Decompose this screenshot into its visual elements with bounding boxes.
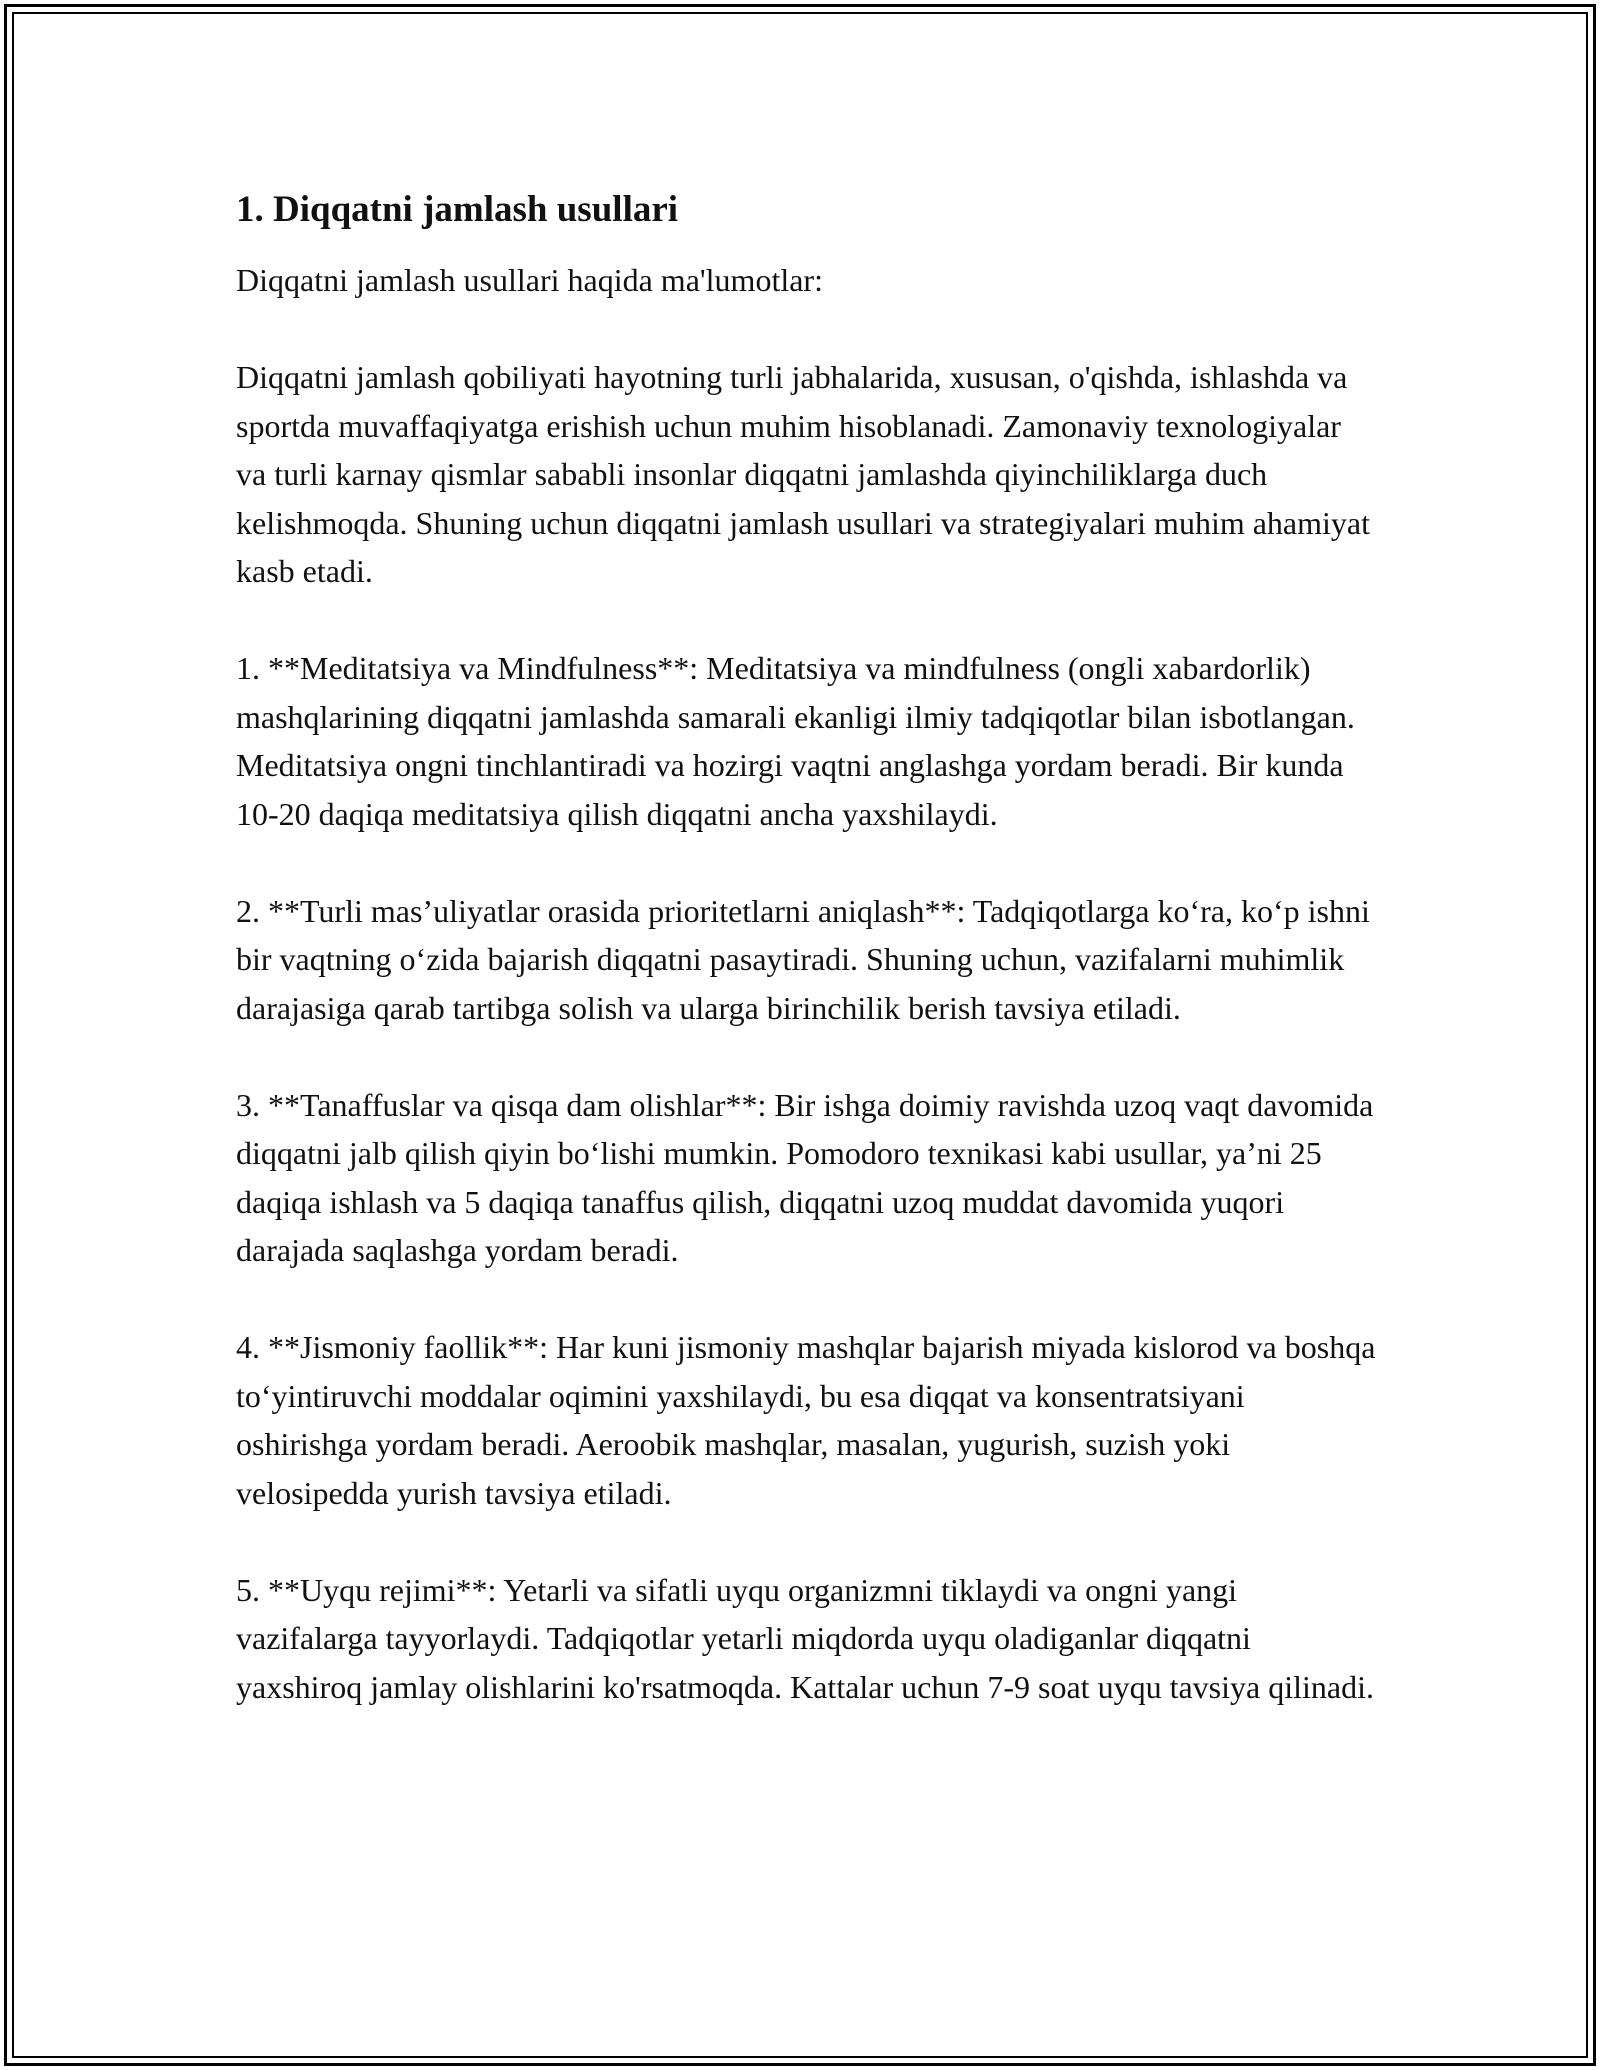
paragraph-overview: Diqqatni jamlash qobiliyati hayotning turli jabhalarida, xususan, o'qishda, ishlashda va sportda muvaffaqiyatga erishish uchun muhim hisoblanadi. Zamonaviy texnologiyalar va turli karnay qismlar sababli insonlar diqqatni jamlashda qiyinchiliklarga duch kelishmoqda. Shuning uchun diqqatni jamlash usullari va strategiyalari muhim ahamiyat kasb etadi. [236,359,1370,589]
document-body [236,186,1376,1711]
intro-line: Diqqatni jamlash usullari haqida ma'lumotlar: [236,262,823,298]
paragraph-priorities: 2. **Turli mas’uliyatlar orasida prioritetlarni aniqlash**: Tadqiqotlarga ko‘ra, ko‘p ishni bir vaqtning o‘zida bajarish diqqatni pasaytiradi. Shuning uchun, vazifalarni muhimlik darajasiga qarab tartibga solish va ularga birinchilik berish tavsiya etiladi. [236,892,1370,1026]
paragraph-meditation: 1. **Meditatsiya va Mindfulness**: Meditatsiya va mindfulness (ongli xabardorlik) mashqlarining diqqatni jamlashda samarali ekanligi ilmiy tadqiqotlar bilan isbotlangan. Meditatsiya ongni tinchlantiradi va hozirgi vaqtni anglashga yordam beradi. Bir kunda 10-20 daqiqa meditatsiya qilish diqqatni ancha yaxshilaydi. [236,650,1355,832]
paragraph-breaks: 3. **Tanaffuslar va qisqa dam olishlar**: Bir ishga doimiy ravishda uzoq vaqt davomida diqqatni jalb qilish qiyin bo‘lishi mumkin. Pomodoro texnikasi kabi usullar, ya’ni 25 daqiqa ishlash va 5 daqiqa tanaffus qilish, diqqatni uzoq muddat davomida yuqori darajada saqlashga yordam beradi. [236,1086,1374,1268]
paragraph-sleep: 5. **Uyqu rejimi**: Yetarli va sifatli uyqu organizmni tiklaydi va ongni yangi vazifalarga tayyorlaydi. Tadqiqotlar yetarli miqdorda uyqu oladiganlar diqqatni yaxshiroq jamlay olishlarini ko'rsatmoqda. Kattalar uchun 7-9 soat uyqu tavsiya qilinadi. [236,1571,1374,1705]
document-title: 1. Diqqatni jamlash usullari [236,189,679,230]
paragraph-physical-activity: 4. **Jismoniy faollik**: Har kuni jismoniy mashqlar bajarish miyada kislorod va boshqa to‘yintiruvchi moddalar oqimini yaxshilaydi, bu esa diqqat va konsentratsiyani oshirishga yordam beradi. Aeroobik mashqlar, masalan, yugurish, suzish yoki velosipedda yurish tavsiya etiladi. [236,1329,1376,1511]
